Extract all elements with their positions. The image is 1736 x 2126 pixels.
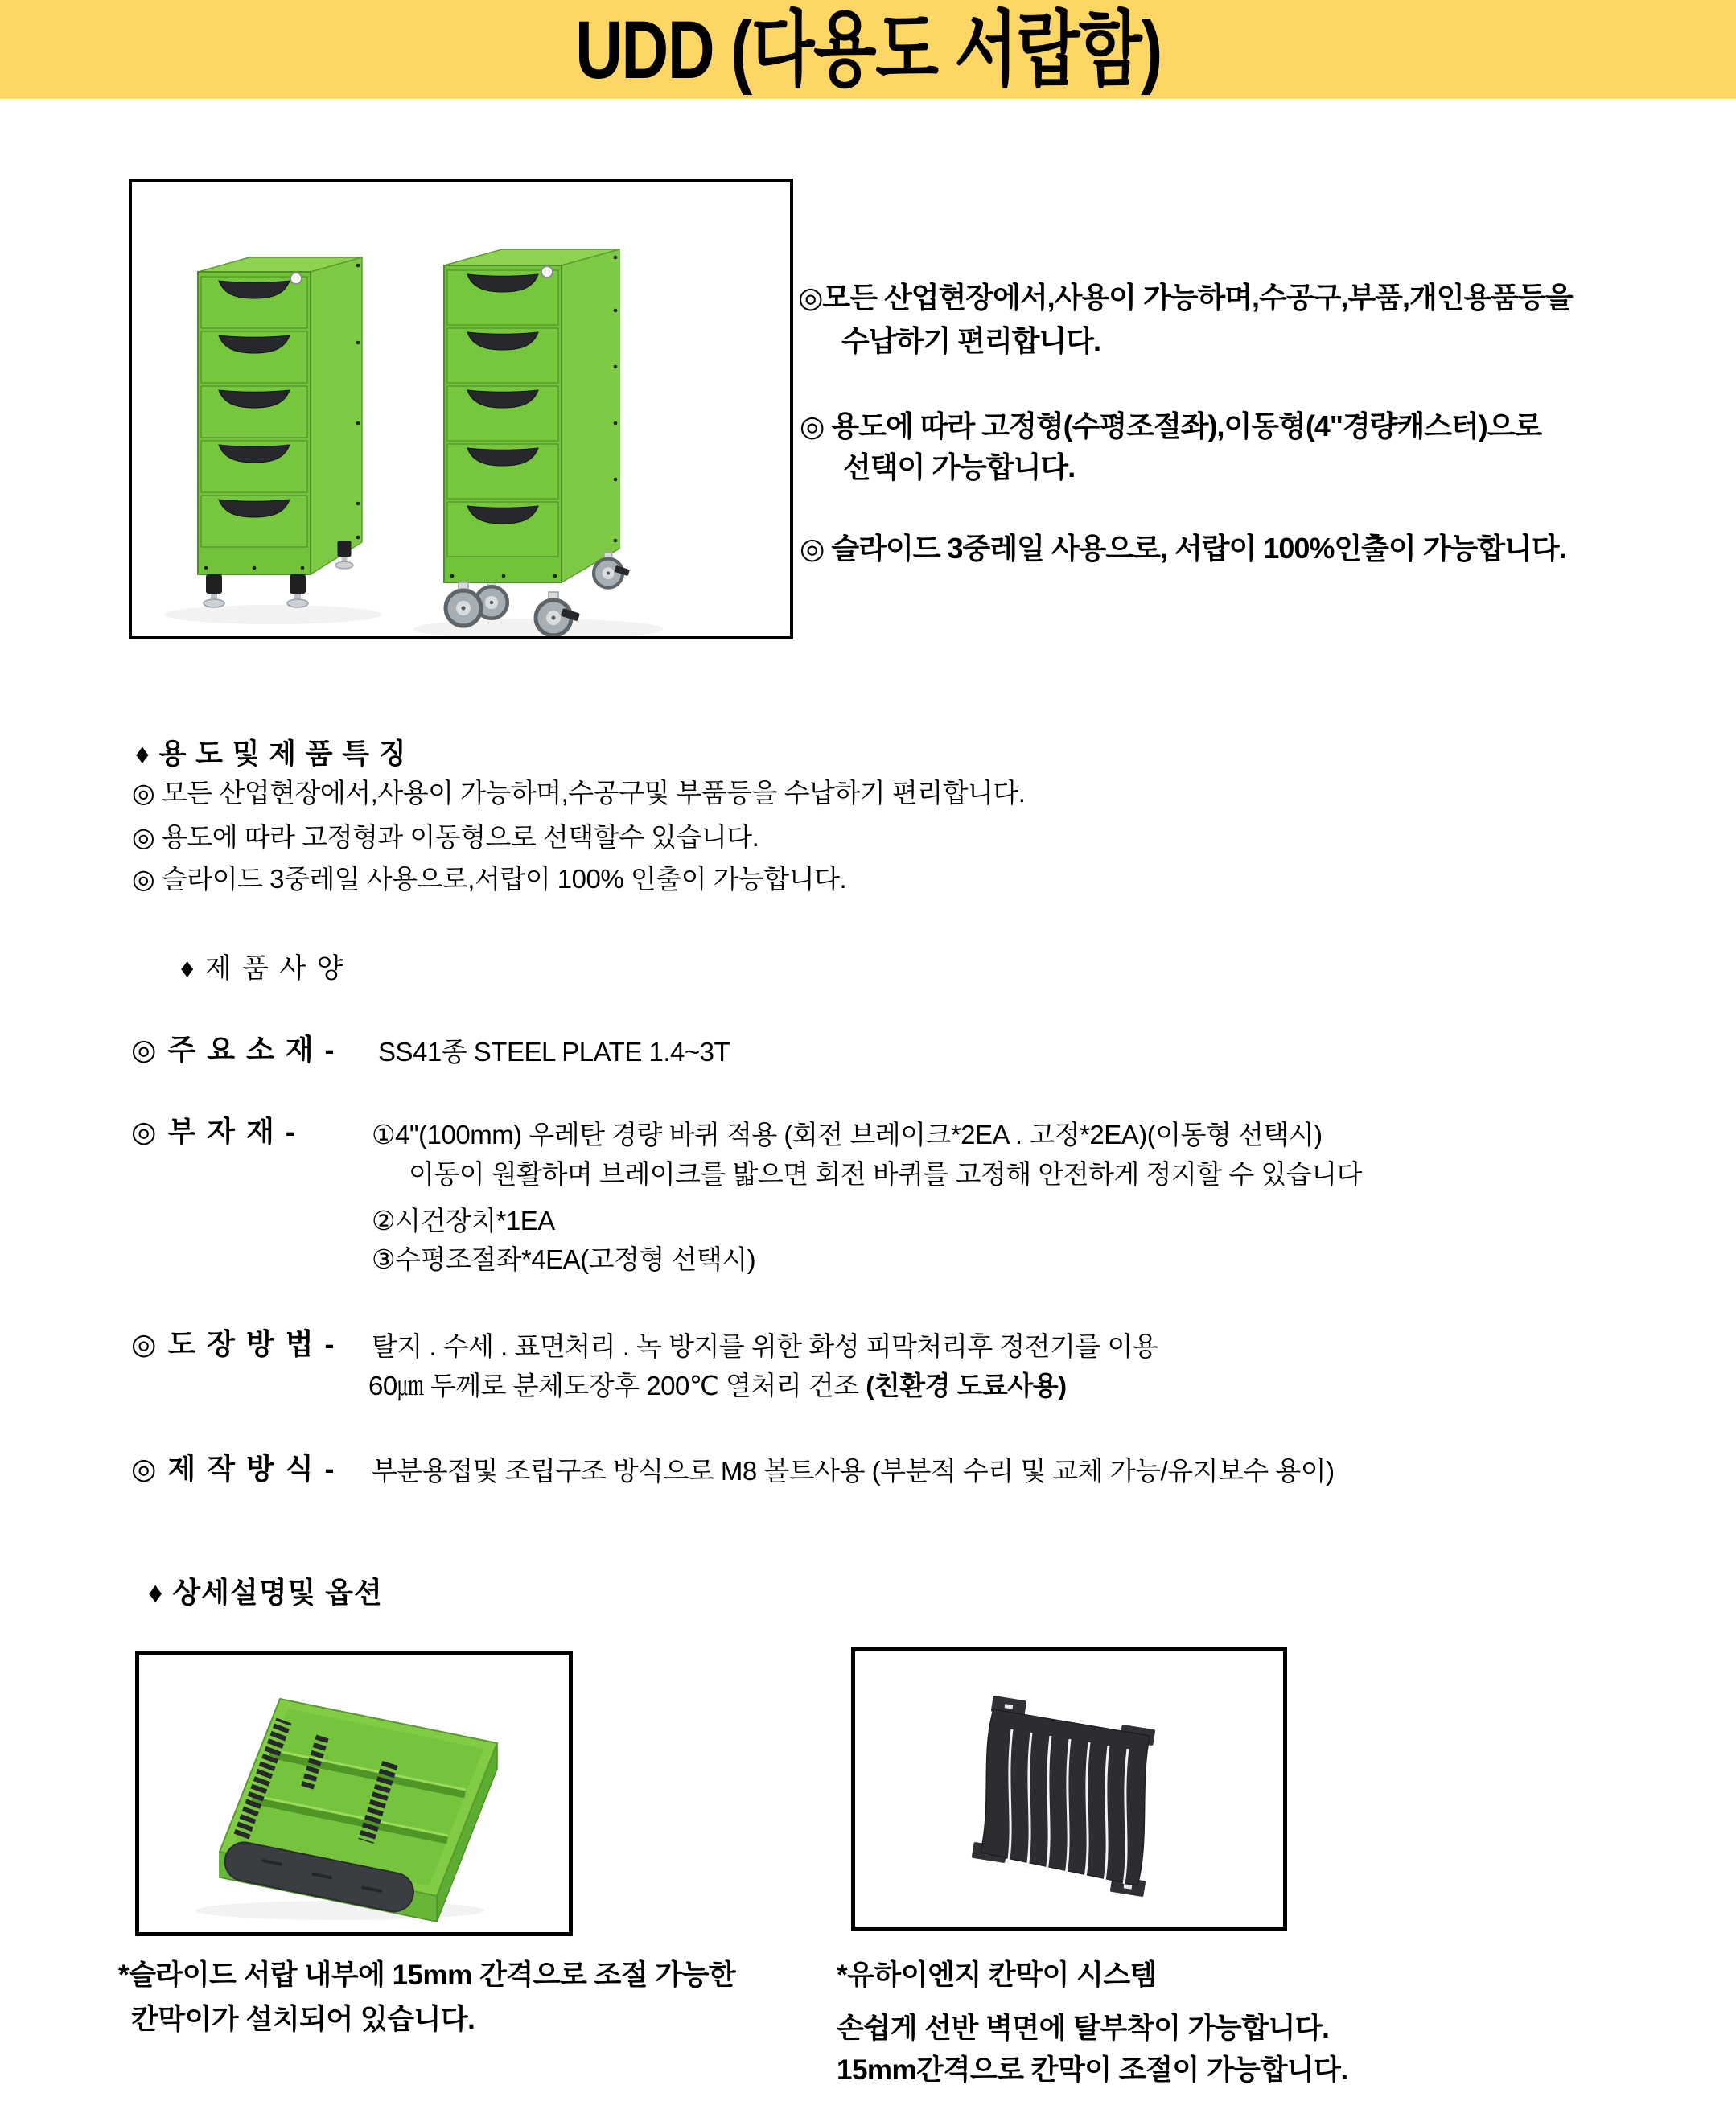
right-caption-line-1: *유하이엔지 칸막이 시스템 xyxy=(837,1959,1157,1991)
spec-parts-label: ◎ 부 자 재 - xyxy=(131,1115,297,1148)
spec-parts-line-3: ②시건장치*1EA xyxy=(372,1206,555,1236)
feature-line-2b: 선택이 가능합니다. xyxy=(843,450,1076,483)
drawer-tray-photo-frame xyxy=(135,1651,573,1936)
usage-section-heading: ♦ 용 도 및 제 품 특 징 xyxy=(135,738,407,770)
mobile-cabinet xyxy=(444,249,630,635)
page-title: UDD (다용도 서랍함) xyxy=(574,3,1162,96)
product-photo-frame xyxy=(129,179,793,639)
usage-line-3: ◎ 슬라이드 3중레일 사용으로,서랍이 100% 인출이 가능합니다. xyxy=(132,864,847,894)
usage-line-2: ◎ 용도에 따라 고정형과 이동형으로 선택할수 있습니다. xyxy=(132,822,759,852)
right-caption-line-3: 15mm간격으로 칸막이 조절이 가능합니다. xyxy=(837,2054,1348,2086)
cabinet-product-photo xyxy=(132,182,790,636)
spec-parts-line-1: ①4"(100mm) 우레탄 경량 바퀴 적용 (회전 브레이크*2EA . 고정*2EA)(이동형 선택시) xyxy=(372,1120,1323,1149)
spec-paint-line-2-regular: 60㎛ 두께로 분체도장후 200℃ 열처리 건조 xyxy=(368,1371,866,1400)
title-banner xyxy=(0,0,1736,99)
drawer-tray-photo xyxy=(139,1655,569,1932)
fixed-cabinet xyxy=(198,257,362,607)
lock-cylinder xyxy=(290,273,302,284)
usage-line-1: ◎ 모든 산업현장에서,사용이 가능하며,수공구및 부품등을 수납하기 편리합니다. xyxy=(132,778,1026,808)
spec-material-value: SS41종 STEEL PLATE 1.4~3T xyxy=(378,1037,730,1067)
spec-parts-line-2: 이동이 원활하며 브레이크를 밟으면 회전 바퀴를 고정해 안전하게 정지할 수 있습니다 xyxy=(409,1159,1362,1189)
details-section-heading: ♦ 상세설명및 옵션 xyxy=(148,1576,383,1609)
spec-parts-line-4: ③수평조절좌*4EA(고정형 선택시) xyxy=(372,1244,756,1274)
spec-material-label: ◎ 주 요 소 재 - xyxy=(131,1033,336,1066)
feature-line-3: ◎ 슬라이드 3중레일 사용으로, 서랍이 100%인출이 가능합니다. xyxy=(800,532,1566,565)
left-caption-line-2: 칸막이가 설치되어 있습니다. xyxy=(131,2004,475,2035)
right-caption-line-2: 손쉽게 선반 벽면에 탈부착이 가능합니다. xyxy=(837,2013,1330,2044)
partition-panel-photo xyxy=(855,1651,1283,1927)
partition-photo-frame xyxy=(851,1647,1287,1931)
spec-method-label: ◎ 제 작 방 식 - xyxy=(131,1452,336,1485)
spec-section-heading: ♦ 제 품 사 양 xyxy=(180,953,345,984)
lock-cylinder xyxy=(541,266,553,278)
feature-line-2a: ◎ 용도에 따라 고정형(수평조절좌),이동형(4"경량캐스터)으로 xyxy=(800,409,1542,442)
spec-paint-line-2 xyxy=(368,1365,1067,1403)
spec-paint-label: ◎ 도 장 방 법 - xyxy=(131,1327,336,1360)
feature-line-1a: ◎모든 산업현장에서,사용이 가능하며,수공구,부품,개인용품등을 xyxy=(798,281,1573,314)
spec-paint-line-1: 탈지 . 수세 . 표면처리 . 녹 방지를 위한 화성 피막처리후 정전기를 이용 xyxy=(372,1331,1158,1361)
feature-line-1b: 수납하기 편리합니다. xyxy=(841,324,1100,357)
spec-method-value: 부분용접및 조립구조 방식으로 M8 볼트사용 (부분적 수리 및 교체 가능/유지보수 용이) xyxy=(372,1456,1335,1486)
left-caption-line-1: *슬라이드 서랍 내부에 15mm 간격으로 조절 가능한 xyxy=(118,1959,736,1991)
spec-paint-line-2-bold: (친환경 도료사용) xyxy=(866,1371,1067,1400)
